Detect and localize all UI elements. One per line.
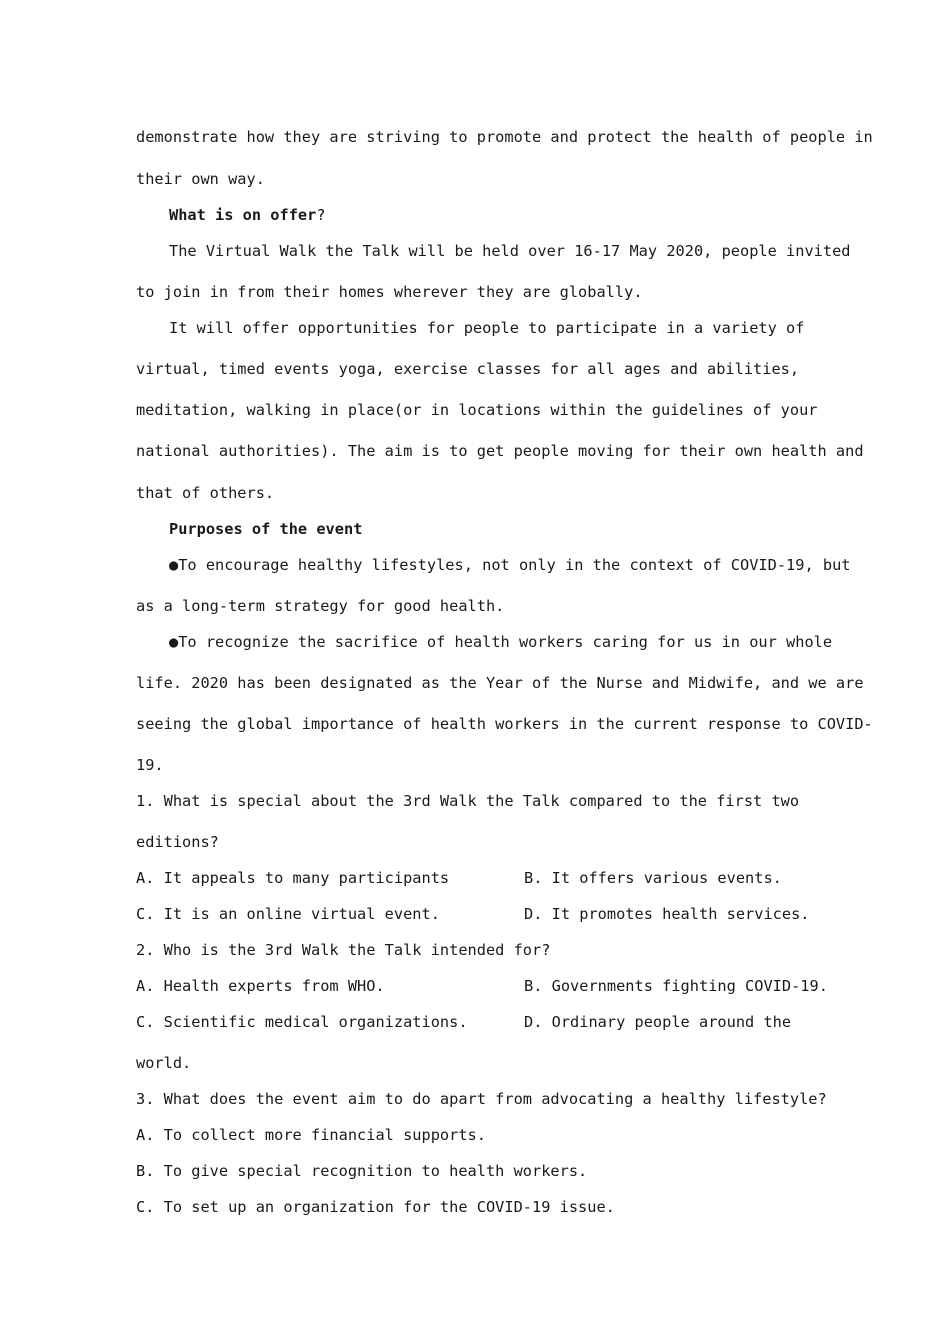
question-3-option-a: A. To collect more financial supports.: [136, 1126, 486, 1144]
question-2-stem: 2. Who is the 3rd Walk the Talk intended for?: [136, 941, 551, 959]
bullet-2-line-4: 19.: [136, 756, 164, 774]
offer-paragraph-2-line-4: national authorities). The aim is to get people moving for their own health and: [136, 442, 864, 460]
question-1-stem-line-2: editions?: [136, 833, 219, 851]
question-1-option-b: B. It offers various events.: [524, 869, 782, 887]
offer-heading-mark: ?: [316, 206, 326, 224]
question-1-option-d: D. It promotes health services.: [524, 905, 810, 923]
offer-paragraph-2-line-2: virtual, timed events yoga, exercise classes for all ages and abilities,: [136, 360, 800, 378]
question-1-stem-line-1: 1. What is special about the 3rd Walk the Talk compared to the first two: [136, 792, 800, 810]
offer-paragraph-1-line-1: The Virtual Walk the Talk will be held over 16-17 May 2020, people invited: [169, 242, 851, 260]
bullet-2-line-1: ●To recognize the sacrifice of health workers caring for us in our whole: [169, 633, 833, 651]
section-heading-offer: [169, 205, 326, 225]
question-2-option-a: A. Health experts from WHO.: [136, 977, 385, 995]
question-3-option-c: C. To set up an organization for the COVID-19 issue.: [136, 1198, 615, 1216]
offer-paragraph-2-line-1: It will offer opportunities for people to participate in a variety of: [169, 319, 805, 337]
offer-paragraph-1-line-2: to join in from their homes wherever they are globally.: [136, 283, 643, 301]
bullet-2-line-2: life. 2020 has been designated as the Year of the Nurse and Midwife, and we are: [136, 674, 864, 692]
bullet-1-line-2: as a long-term strategy for good health.: [136, 597, 505, 615]
question-3-stem: 3. What does the event aim to do apart from advocating a healthy lifestyle?: [136, 1090, 827, 1108]
offer-paragraph-2-line-3: meditation, walking in place(or in locations within the guidelines of your: [136, 401, 818, 419]
passage-intro-line-2: their own way.: [136, 170, 265, 188]
question-2-option-c: C. Scientific medical organizations.: [136, 1013, 468, 1031]
section-heading-purposes: Purposes of the event: [169, 520, 363, 538]
offer-paragraph-2-line-5: that of others.: [136, 484, 275, 502]
passage-intro-line-1: demonstrate how they are striving to promote and protect the health of people in: [136, 128, 873, 146]
question-1-option-c: C. It is an online virtual event.: [136, 905, 440, 923]
question-3-option-b: B. To give special recognition to health workers.: [136, 1162, 588, 1180]
bullet-1-line-1: ●To encourage healthy lifestyles, not only in the context of COVID-19, but: [169, 556, 851, 574]
question-2-option-d-line-1: D. Ordinary people around the: [524, 1013, 792, 1031]
offer-heading-text: What is on offer: [169, 206, 317, 224]
question-2-option-b: B. Governments fighting COVID-19.: [524, 977, 828, 995]
question-2-option-d-line-2: world.: [136, 1054, 192, 1072]
bullet-2-line-3: seeing the global importance of health workers in the current response to COVID-: [136, 715, 873, 733]
question-1-option-a: A. It appeals to many participants: [136, 869, 450, 887]
